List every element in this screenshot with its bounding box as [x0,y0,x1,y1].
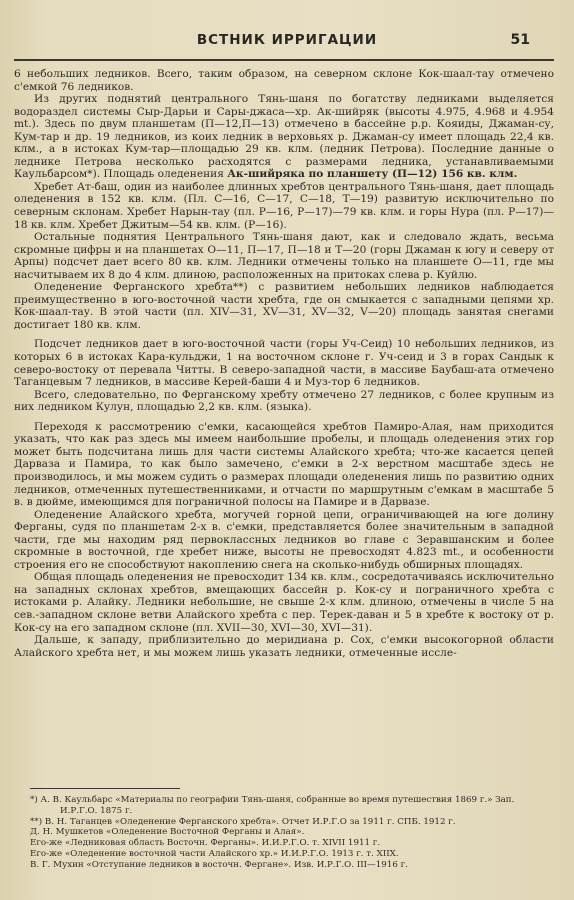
paragraph: Переходя к рассмотрению с'емки, касающейся хребтов Памиро-Алая, нам приходится указать, что как раз здесь мы имеем наибольшие пробелы, и площадь оледенения этих гор может быть подсчитана лишь для части системы Алайского хребта; что-же касается цепей Дарваза и Памира, то как было замечено, с'емки в 2-х верстном масштабе здесь не производилось, и мы можем судить о размерах площади оледенения лишь по развитию одних ледников, отмеченных путешественниками, и отчасти по маршрутным с'емкам в масштабе 5 в. в дюйме, имеющимся для пограничной полосы на Памире и в Дарвазе. [14,420,554,509]
paragraph: Дальше, к западу, приблизительно до меридиана р. Сох, с'емки высокогорной области Алайского хребта нет, и мы можем лишь указать ледники, отмеченные иссле- [14,634,554,659]
paragraph: Подсчет ледников дает в юго-восточной части (горы Уч-Сеид) 10 небольших ледников, из которых 6 в истоках Кара-кульджи, 1 на восточном склоне г. Уч-сеид и 3 в горах Сандык к северо-востоку от перевала Читты. В северо-западной части, в массиве Баубаш-ата отмечено Таганцевым 7 ледников, в массиве Керей-баши 4 и Муз-тор 6 ледников. [14,338,554,389]
footnote: Его-же «Оледенение восточной части Алайского хр.» И.И.Р.Г.О. 1913 г. т. XIIX. [30,848,399,859]
page-number: 51 [510,32,530,48]
running-title: ВСТНИК ИРРИГАЦИИ [196,32,378,48]
page-header [0,32,574,54]
footnotes [30,795,554,871]
footnote: Его-же «Ледниковая область Восточн. Ферганы». И.И.Р.Г.О. т. XIVII 1911 г. [30,838,381,849]
paragraph: Хребет Ат-баш, один из наиболее длинных хребтов центрального Тянь-шаня, дает площадь оледенения в 152 кв. клм. (Пл. С—16, С—17, С—18, Т—19) развитую исключительно по северным склонам. Хребет Нарын-тау (пл. Р—16, Р—17)—79 кв. клм. и горы Нура (пл. Р—17)—18 кв. клм. Хребет Джитым—54 кв. клм. (Р—16). [14,180,554,231]
body-text [14,68,554,659]
paragraph: Остальные поднятия Центрального Тянь-шаня дают, как и следовало ждать, весьма скромные цифры и на планшетах О—11, П—17, П—18 и Т—20 (горы Джаман к югу и северу от Арпы) подсчет дает всего 80 кв. клм. Ледники отмечены только на планшете О—11, где мы насчитываем их 8 до 4 клм. длиною, расположенных на притоках слева р. Куйлю. [14,231,554,281]
paragraph-text: Из других поднятий центрального Тянь-шаня по богатству ледниками выделяется водораздел системы Сыр-Дарьи и Сары-джаса—хр. Ак-шийряк (высоты 4.975, 4.968 и 4.954 mt.). Здесь по двум планшетам (П—12,П—13) отмечено в бассейне р.р. Кояиды, Джаман-су, Кум-тар и др. 19 ледников, из коих ледник в верховьях р. Джаман-су имеет площадь 22,4 кв. клм., а в истоках Кум-тар—площадью 29 кв. клм. (ледник Петрова). Последние данные о леднике Петрова несколько расходятся с размерами ледника, устанавливаемыми Каульбарсом*). Площадь оледенения [14,93,554,181]
paragraph: Оледенение Ферганского хребта**) с развитием небольших ледников наблюдается преимущественно в юго-восточной части хребта, где он смыкается с западными цепями хр. Кок-шаал-тау. В этой части (пл. XIV—31, XV—31, XV—32, V—20) площадь занятая снегами достигает 180 кв. клм. [14,281,554,331]
paragraph: Оледенение Алайского хребта, могучей горной цепи, ограничивающей на юге долину Ферганы, судя по планшетам 2-х в. с'емки, представляется более значительным в западной части, где мы находим ряд первоклассных ледников во главе с Зеравшанским и более скромные в восточной, где хребет ниже, высоты не превосходят 4.823 mt., и особенности строения его не способствуют накоплению снега на сколько-нибудь обширных площадях. [14,508,554,571]
paragraph: Общая площадь оледенения не превосходит 134 кв. клм., сосредотачиваясь исключительно на западных склонах хребтов, вмещающих бассейн р. Кок-су и пограничного хребта с истоками р. Алайку. Ледники небольшие, не свыше 2-х клм. длиною, отмечены в числе 5 на сев.-западном склоне ветви Алайского хребта с пер. Терек-даван и 5 в хребте к востоку от р. Кок-су на его западном склоне (пл. XVII—30, XVI—30, XVI—31). [14,571,554,634]
footnote: В. Г. Мухин «Отступание ледников в восточн. Фергане». Изв. И.Р.Г.О. III—1916 г. [30,859,408,870]
paragraph: Всего, следовательно, по Ферганскому хребту отмечено 27 ледников, с более крупным из них ледником Кулун, площадью 2,2 кв. клм. (языка). [14,388,554,414]
footnote-rule [30,788,180,789]
footnote: Д. Н. Мушкетов «Оледенение Восточной Ферганы и Алая». [30,827,305,838]
paragraph [14,93,554,181]
bold-phrase: Ак-шийряка по планшету (П—12) 156 кв. клм. [227,168,518,181]
header-rule [14,59,554,61]
footnote: **) В. Н. Таганцев «Оледенение Ферганского хребта». Отчет И.Р.Г.О за 1911 г. СПБ. 1912 г. [30,816,456,827]
paragraph: 6 небольших ледников. Всего, таким образом, на северном склоне Кок-шаал-тау отмечено с'емкой 76 ледников. [14,68,554,93]
footnote: *) А. В. Каульбарс «Материалы по географии Тянь-шаня, собранные во время путешествия 1869 г.» Зап. И.Р.Г.О. 1875 г. [30,795,515,816]
